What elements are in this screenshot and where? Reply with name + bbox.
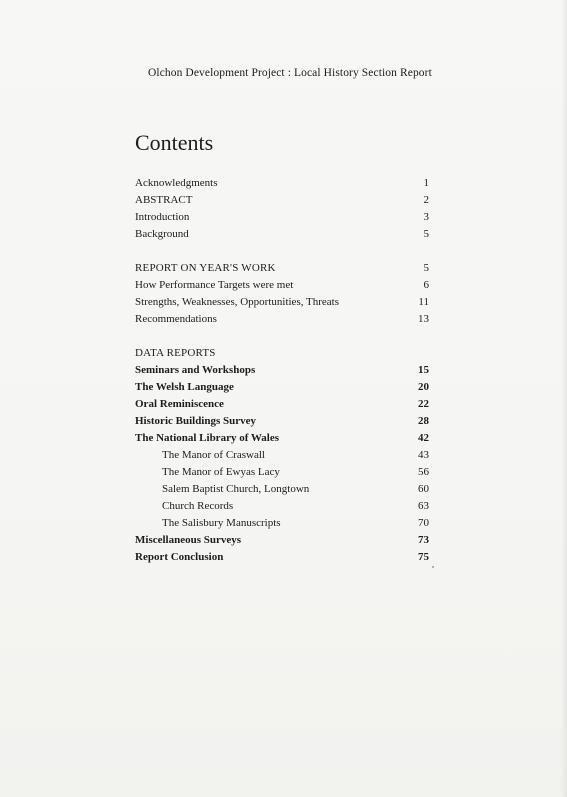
toc-entry-page: 20 [418,381,429,393]
toc-entry-page: 42 [418,432,429,444]
toc-entry-label: ABSTRACT [135,194,193,206]
running-header: Olchon Development Project : Local History Section Report [148,67,432,79]
toc-entry-label: The Manor of Craswall [162,449,265,461]
toc-entry-page: 43 [418,449,429,461]
toc-subentry-salisbury-manuscripts [135,515,429,531]
toc-entry-introduction [135,209,429,225]
toc-entry-label: DATA REPORTS [135,347,216,359]
toc-entry-page: 11 [418,296,429,308]
toc-entry-page: 73 [418,534,429,546]
toc-entry-label: Church Records [162,500,234,512]
toc-subentry-church-records [135,498,429,514]
toc-entry-historic-buildings [135,413,429,429]
toc-entry-label: Recommendations [135,313,217,325]
toc-entry-label: The National Library of Wales [135,432,280,444]
toc-entry-page: 3 [423,211,429,223]
toc-entry-label: REPORT ON YEAR'S WORK [135,262,276,274]
toc-entry-page: 63 [418,500,429,512]
toc-entry-page: 6 [423,279,429,291]
toc-entry-page: 15 [418,364,429,376]
toc-entry-page: 5 [423,228,429,240]
toc-entry-label: Introduction [135,211,190,223]
toc-entry-page: 28 [418,415,429,427]
toc-entry-recommendations [135,311,429,327]
toc-entry-label: Miscellaneous Surveys [135,534,242,546]
toc-entry-page: 60 [418,483,429,495]
toc-entry-label: How Performance Targets were met [135,279,294,291]
page-title: Contents [135,130,214,155]
toc-entry-label: The Salisbury Manuscripts [162,517,281,529]
toc-entry-label: Background [135,228,189,240]
toc-entry-label: The Manor of Ewyas Lacy [162,466,280,478]
toc-entry-miscellaneous-surveys [135,532,429,548]
toc-entry-report-conclusion [135,549,429,565]
toc-entry-background [135,226,429,242]
toc-section-report-on-years-work [135,260,429,276]
toc-entry-page: 13 [418,313,429,325]
toc-entry-label: Oral Reminiscence [135,398,224,410]
toc-section-data-reports [135,345,429,361]
toc-entry-page: 1 [423,177,429,189]
toc-entry-label: Historic Buildings Survey [135,415,257,427]
toc-entry-acknowledgments [135,175,429,191]
toc-entry-page: 56 [418,466,429,478]
toc-entry-page: 2 [423,194,429,206]
toc-entry-swot [135,294,429,310]
toc-entry-page: 70 [418,517,429,529]
toc-entry-page: 22 [418,398,429,410]
toc-entry-label: Salem Baptist Church, Longtown [162,483,310,495]
toc-entry-oral-reminiscence [135,396,429,412]
toc-entry-welsh-language [135,379,429,395]
toc-entry-performance-targets [135,277,429,293]
toc-subentry-manor-ewyas-lacy [135,464,429,480]
toc-entry-label: The Welsh Language [135,381,234,393]
toc-entry-national-library [135,430,429,446]
toc-entry-label: Report Conclusion [135,551,224,563]
toc-subentry-salem-baptist [135,481,429,497]
toc-entry-page: 5 [423,262,429,274]
toc-entry-seminars [135,362,429,378]
toc-entry-abstract [135,192,429,208]
toc-entry-label: Seminars and Workshops [135,364,256,376]
toc-entry-page: 75 [418,551,429,563]
paper-speck [432,566,434,568]
toc-entry-label: Acknowledgments [135,177,218,189]
toc-subentry-manor-craswall [135,447,429,463]
toc-entry-label: Strengths, Weaknesses, Opportunities, Threats [135,296,340,308]
